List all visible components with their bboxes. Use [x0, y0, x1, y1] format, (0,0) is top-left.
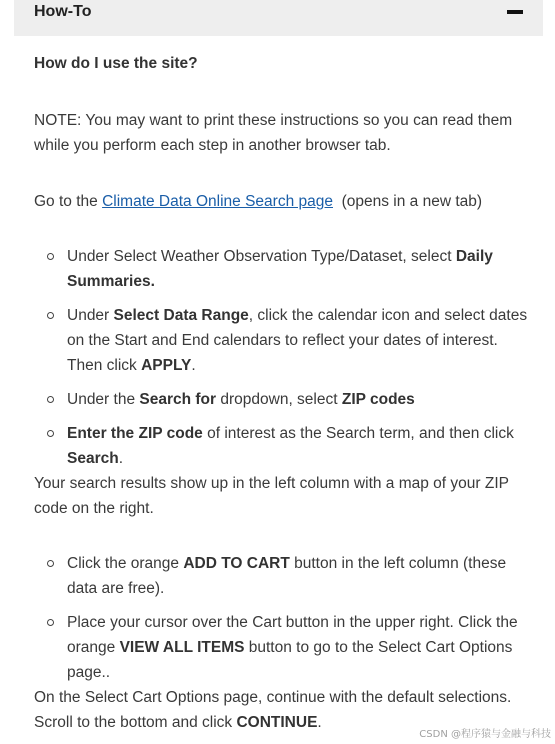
- bold-text: ADD TO CART: [183, 555, 290, 572]
- list-item: [34, 551, 534, 601]
- step-text: button in the left column (these data are free).: [67, 555, 507, 597]
- goto-paragraph: [34, 189, 534, 214]
- circle-bullet-icon: [47, 396, 54, 403]
- bold-text: Select Data Range: [113, 307, 249, 324]
- circle-bullet-icon: [47, 312, 54, 319]
- bold-text: VIEW ALL ITEMS: [119, 639, 245, 656]
- question-heading: How do I use the site?: [34, 55, 198, 72]
- accordion-title: How-To: [34, 3, 92, 20]
- minus-icon[interactable]: [507, 10, 523, 14]
- goto-suffix: (opens in a new tab): [332, 193, 483, 210]
- accordion-header[interactable]: [14, 0, 543, 36]
- step-text: .: [118, 450, 124, 467]
- step-text: Under Select Weather Observation Type/Dataset, select: [67, 248, 456, 265]
- step-text: Click the orange: [67, 555, 184, 572]
- bold-text: Enter the ZIP code: [67, 425, 203, 442]
- accordion-content: [34, 44, 534, 735]
- climate-data-search-link[interactable]: Climate Data Online Search page: [102, 193, 333, 210]
- step-text: Under the: [67, 391, 140, 408]
- circle-bullet-icon: [47, 430, 54, 437]
- step-text: of interest as the Search term, and then click: [202, 425, 514, 442]
- continue-label: CONTINUE: [236, 714, 318, 731]
- circle-bullet-icon: [47, 253, 54, 260]
- step-text: , click the calendar icon and select dates on the Start and End calendars to reflect your dates of interest. Then click: [67, 307, 528, 374]
- step-text: .: [191, 357, 196, 374]
- list-item: [34, 387, 534, 412]
- step-text: button to go to the Select Cart Options page..: [67, 639, 513, 681]
- note-paragraph: NOTE: You may want to print these instructions so you can read them while you perform each step in another browser tab.: [34, 112, 513, 154]
- steps-list-1: [34, 244, 534, 471]
- results-paragraph: Your search results show up in the left column with a map of your ZIP code on the right.: [34, 475, 509, 517]
- bold-text: APPLY: [141, 357, 192, 374]
- step-text: dropdown, select: [216, 391, 342, 408]
- steps-list-2: [34, 551, 534, 685]
- step-text: Place your cursor over the Cart button in the upper right. Click the orange: [67, 614, 518, 656]
- list-item: [34, 303, 534, 378]
- circle-bullet-icon: [47, 619, 54, 626]
- goto-prefix: Go to the: [34, 193, 103, 210]
- bold-text: Daily Summaries.: [67, 248, 493, 290]
- cart-options-suffix: .: [317, 714, 322, 731]
- bold-text: ZIP codes: [341, 391, 415, 408]
- cart-options-text: On the Select Cart Options page, continue with the default selections. Scroll to the bottom and click: [34, 689, 512, 731]
- bold-text: Search for: [139, 391, 217, 408]
- bold-text: Search: [67, 450, 119, 467]
- circle-bullet-icon: [47, 560, 54, 567]
- list-item: [34, 421, 534, 471]
- list-item: [34, 610, 534, 685]
- list-item: [34, 244, 534, 294]
- step-text: Under: [67, 307, 114, 324]
- watermark: CSDN @程序猿与金融与科技: [419, 729, 551, 740]
